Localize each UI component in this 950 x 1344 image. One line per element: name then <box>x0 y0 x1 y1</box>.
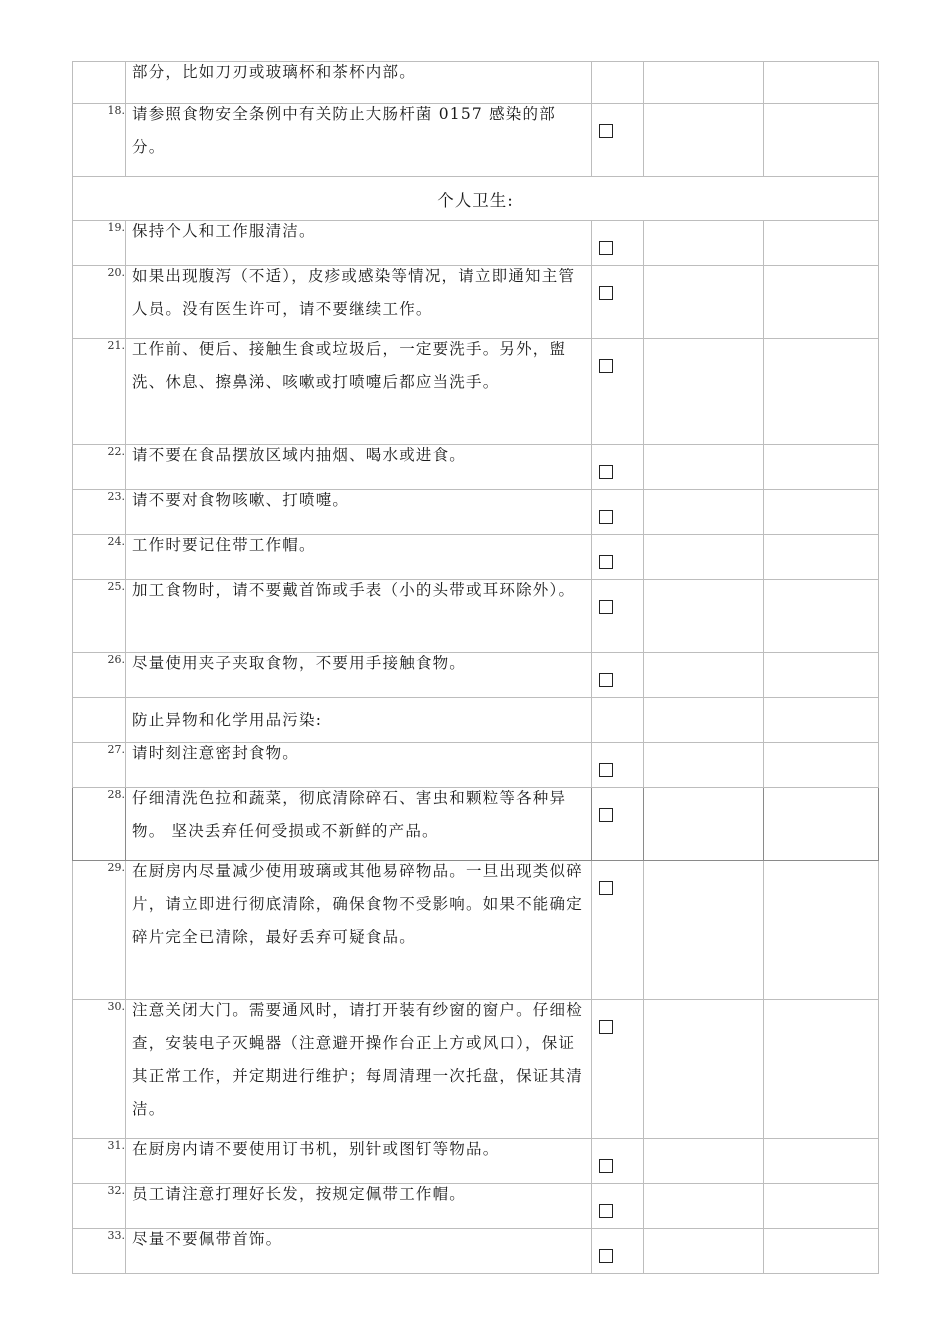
table-row <box>73 1139 879 1184</box>
notes-cell <box>644 698 764 743</box>
item-text: 注意关闭大门。需要通风时，请打开装有纱窗的窗户。仔细检查，安装电子灭蝇器（注意避开操作台正上方或风口），保证其正常工作，并定期进行维护；每周清理一次托盘，保证其清洁。 <box>132 1001 583 1118</box>
remarks-cell <box>764 788 879 861</box>
checkbox[interactable] <box>599 1204 613 1218</box>
item-text: 尽量不要佩带首饰。 <box>132 1230 283 1248</box>
table-row <box>73 1000 879 1139</box>
item-text: 在厨房内请不要使用订书机，别针或图钉等物品。 <box>132 1140 500 1158</box>
remarks-cell <box>764 743 879 788</box>
checkbox-cell <box>592 490 644 535</box>
notes-cell <box>644 104 764 177</box>
notes-cell <box>644 743 764 788</box>
item-text: 请不要对食物咳嗽、打喷嚏。 <box>132 491 350 509</box>
remarks-cell <box>764 1229 879 1274</box>
item-text: 工作前、便后、接触生食或垃圾后，一定要洗手。另外，盥洗、休息、擦鼻涕、咳嗽或打喷嚏后都应当洗手。 <box>132 340 567 391</box>
notes-cell <box>644 1229 764 1274</box>
checkbox[interactable] <box>599 808 613 822</box>
item-text: 保持个人和工作服清洁。 <box>132 222 316 240</box>
checkbox[interactable] <box>599 359 613 373</box>
item-text: 员工请注意打理好长发，按规定佩带工作帽。 <box>132 1185 467 1203</box>
checkbox[interactable] <box>599 600 613 614</box>
notes-cell <box>644 1184 764 1229</box>
table-row <box>73 788 879 861</box>
item-number: 18. <box>73 104 126 177</box>
checkbox-cell <box>592 1000 644 1139</box>
remarks-cell <box>764 861 879 1000</box>
remarks-cell <box>764 580 879 653</box>
item-text: 仔细清洗色拉和蔬菜，彻底清除碎石、害虫和颗粒等各种异物。 坚决丢弃任何受损或不新鲜的产品。 <box>132 789 567 840</box>
remarks-cell <box>764 221 879 266</box>
checkbox[interactable] <box>599 763 613 777</box>
checkbox[interactable] <box>599 1020 613 1034</box>
checkbox-cell <box>592 698 644 743</box>
checkbox[interactable] <box>599 241 613 255</box>
remarks-cell <box>764 1184 879 1229</box>
table-row <box>73 104 879 177</box>
item-number: 21. <box>73 339 126 445</box>
notes-cell <box>644 788 764 861</box>
notes-cell <box>644 445 764 490</box>
remarks-cell <box>764 445 879 490</box>
checkbox[interactable] <box>599 510 613 524</box>
checkbox-cell <box>592 535 644 580</box>
checkbox-cell <box>592 221 644 266</box>
checkbox[interactable] <box>599 286 613 300</box>
checkbox-cell <box>592 788 644 861</box>
section-heading-personal-hygiene: 个人卫生: <box>73 177 879 221</box>
table-row <box>73 221 879 266</box>
item-number: 27. <box>73 743 126 788</box>
checkbox-cell <box>592 104 644 177</box>
item-number: 23. <box>73 490 126 535</box>
table-row <box>73 580 879 653</box>
item-text: 如果出现腹泻（不适），皮疹或感染等情况，请立即通知主管人员。没有医生许可，请不要继续工作。 <box>132 267 576 318</box>
notes-cell <box>644 490 764 535</box>
item-number: 29. <box>73 861 126 1000</box>
table-row <box>73 861 879 1000</box>
item-number: 30. <box>73 1000 126 1139</box>
remarks-cell <box>764 1139 879 1184</box>
table-row <box>73 535 879 580</box>
item-number: 25. <box>73 580 126 653</box>
table-row <box>73 266 879 339</box>
checkbox-cell <box>592 1184 644 1229</box>
checkbox[interactable] <box>599 1249 613 1263</box>
notes-cell <box>644 580 764 653</box>
remarks-cell <box>764 698 879 743</box>
table-row <box>73 1229 879 1274</box>
item-text: 请参照食物安全条例中有关防止大肠杆菌 0157 感染的部分。 <box>132 105 556 156</box>
item-number: 31. <box>73 1139 126 1184</box>
checkbox[interactable] <box>599 465 613 479</box>
checkbox[interactable] <box>599 124 613 138</box>
table-row <box>73 1184 879 1229</box>
remarks-cell <box>764 339 879 445</box>
notes-cell <box>644 1000 764 1139</box>
notes-cell <box>644 339 764 445</box>
subsection-row <box>73 698 879 743</box>
item-number: 20. <box>73 266 126 339</box>
notes-cell <box>644 535 764 580</box>
remarks-cell <box>764 1000 879 1139</box>
item-number: 26. <box>73 653 126 698</box>
item-text: 在厨房内尽量减少使用玻璃或其他易碎物品。一旦出现类似碎片，请立即进行彻底清除，确保食物不受影响。如果不能确定碎片完全已清除，最好丢弃可疑食品。 <box>132 862 583 946</box>
checklist-table <box>72 61 879 1274</box>
item-text: 请时刻注意密封食物。 <box>132 744 300 762</box>
remarks-cell <box>764 62 879 104</box>
item-number: 32. <box>73 1184 126 1229</box>
section-row <box>73 177 879 221</box>
notes-cell <box>644 861 764 1000</box>
table-row <box>73 653 879 698</box>
item-text: 尽量使用夹子夹取食物，不要用手接触食物。 <box>132 654 467 672</box>
item-number: 22. <box>73 445 126 490</box>
subsection-heading-foreign-objects: 防止异物和化学用品污染: <box>132 711 323 729</box>
item-text: 请不要在食品摆放区域内抽烟、喝水或进食。 <box>132 446 467 464</box>
item-text: 部分，比如刀刃或玻璃杯和茶杯内部。 <box>132 63 416 81</box>
remarks-cell <box>764 490 879 535</box>
notes-cell <box>644 1139 764 1184</box>
checkbox-cell <box>592 266 644 339</box>
remarks-cell <box>764 266 879 339</box>
notes-cell <box>644 62 764 104</box>
checkbox-cell <box>592 580 644 653</box>
remarks-cell <box>764 653 879 698</box>
table-row <box>73 490 879 535</box>
checkbox[interactable] <box>599 673 613 687</box>
checkbox[interactable] <box>599 1159 613 1173</box>
checkbox-cell <box>592 861 644 1000</box>
checkbox-cell <box>592 743 644 788</box>
notes-cell <box>644 221 764 266</box>
notes-cell <box>644 266 764 339</box>
checkbox[interactable] <box>599 881 613 895</box>
item-number: 24. <box>73 535 126 580</box>
remarks-cell <box>764 535 879 580</box>
item-number: 19. <box>73 221 126 266</box>
table-row <box>73 339 879 445</box>
checkbox-cell <box>592 1139 644 1184</box>
item-number <box>73 698 126 743</box>
item-number: 33. <box>73 1229 126 1274</box>
item-number <box>73 62 126 104</box>
remarks-cell <box>764 104 879 177</box>
table-row <box>73 445 879 490</box>
item-number: 28. <box>73 788 126 861</box>
checkbox-cell <box>592 445 644 490</box>
checkbox-cell <box>592 1229 644 1274</box>
table-row <box>73 743 879 788</box>
checkbox-cell <box>592 653 644 698</box>
notes-cell <box>644 653 764 698</box>
item-text: 工作时要记住带工作帽。 <box>132 536 316 554</box>
checkbox-cell <box>592 62 644 104</box>
checkbox[interactable] <box>599 555 613 569</box>
item-text: 加工食物时，请不要戴首饰或手表（小的头带或耳环除外）。 <box>132 581 576 599</box>
checkbox-cell <box>592 339 644 445</box>
